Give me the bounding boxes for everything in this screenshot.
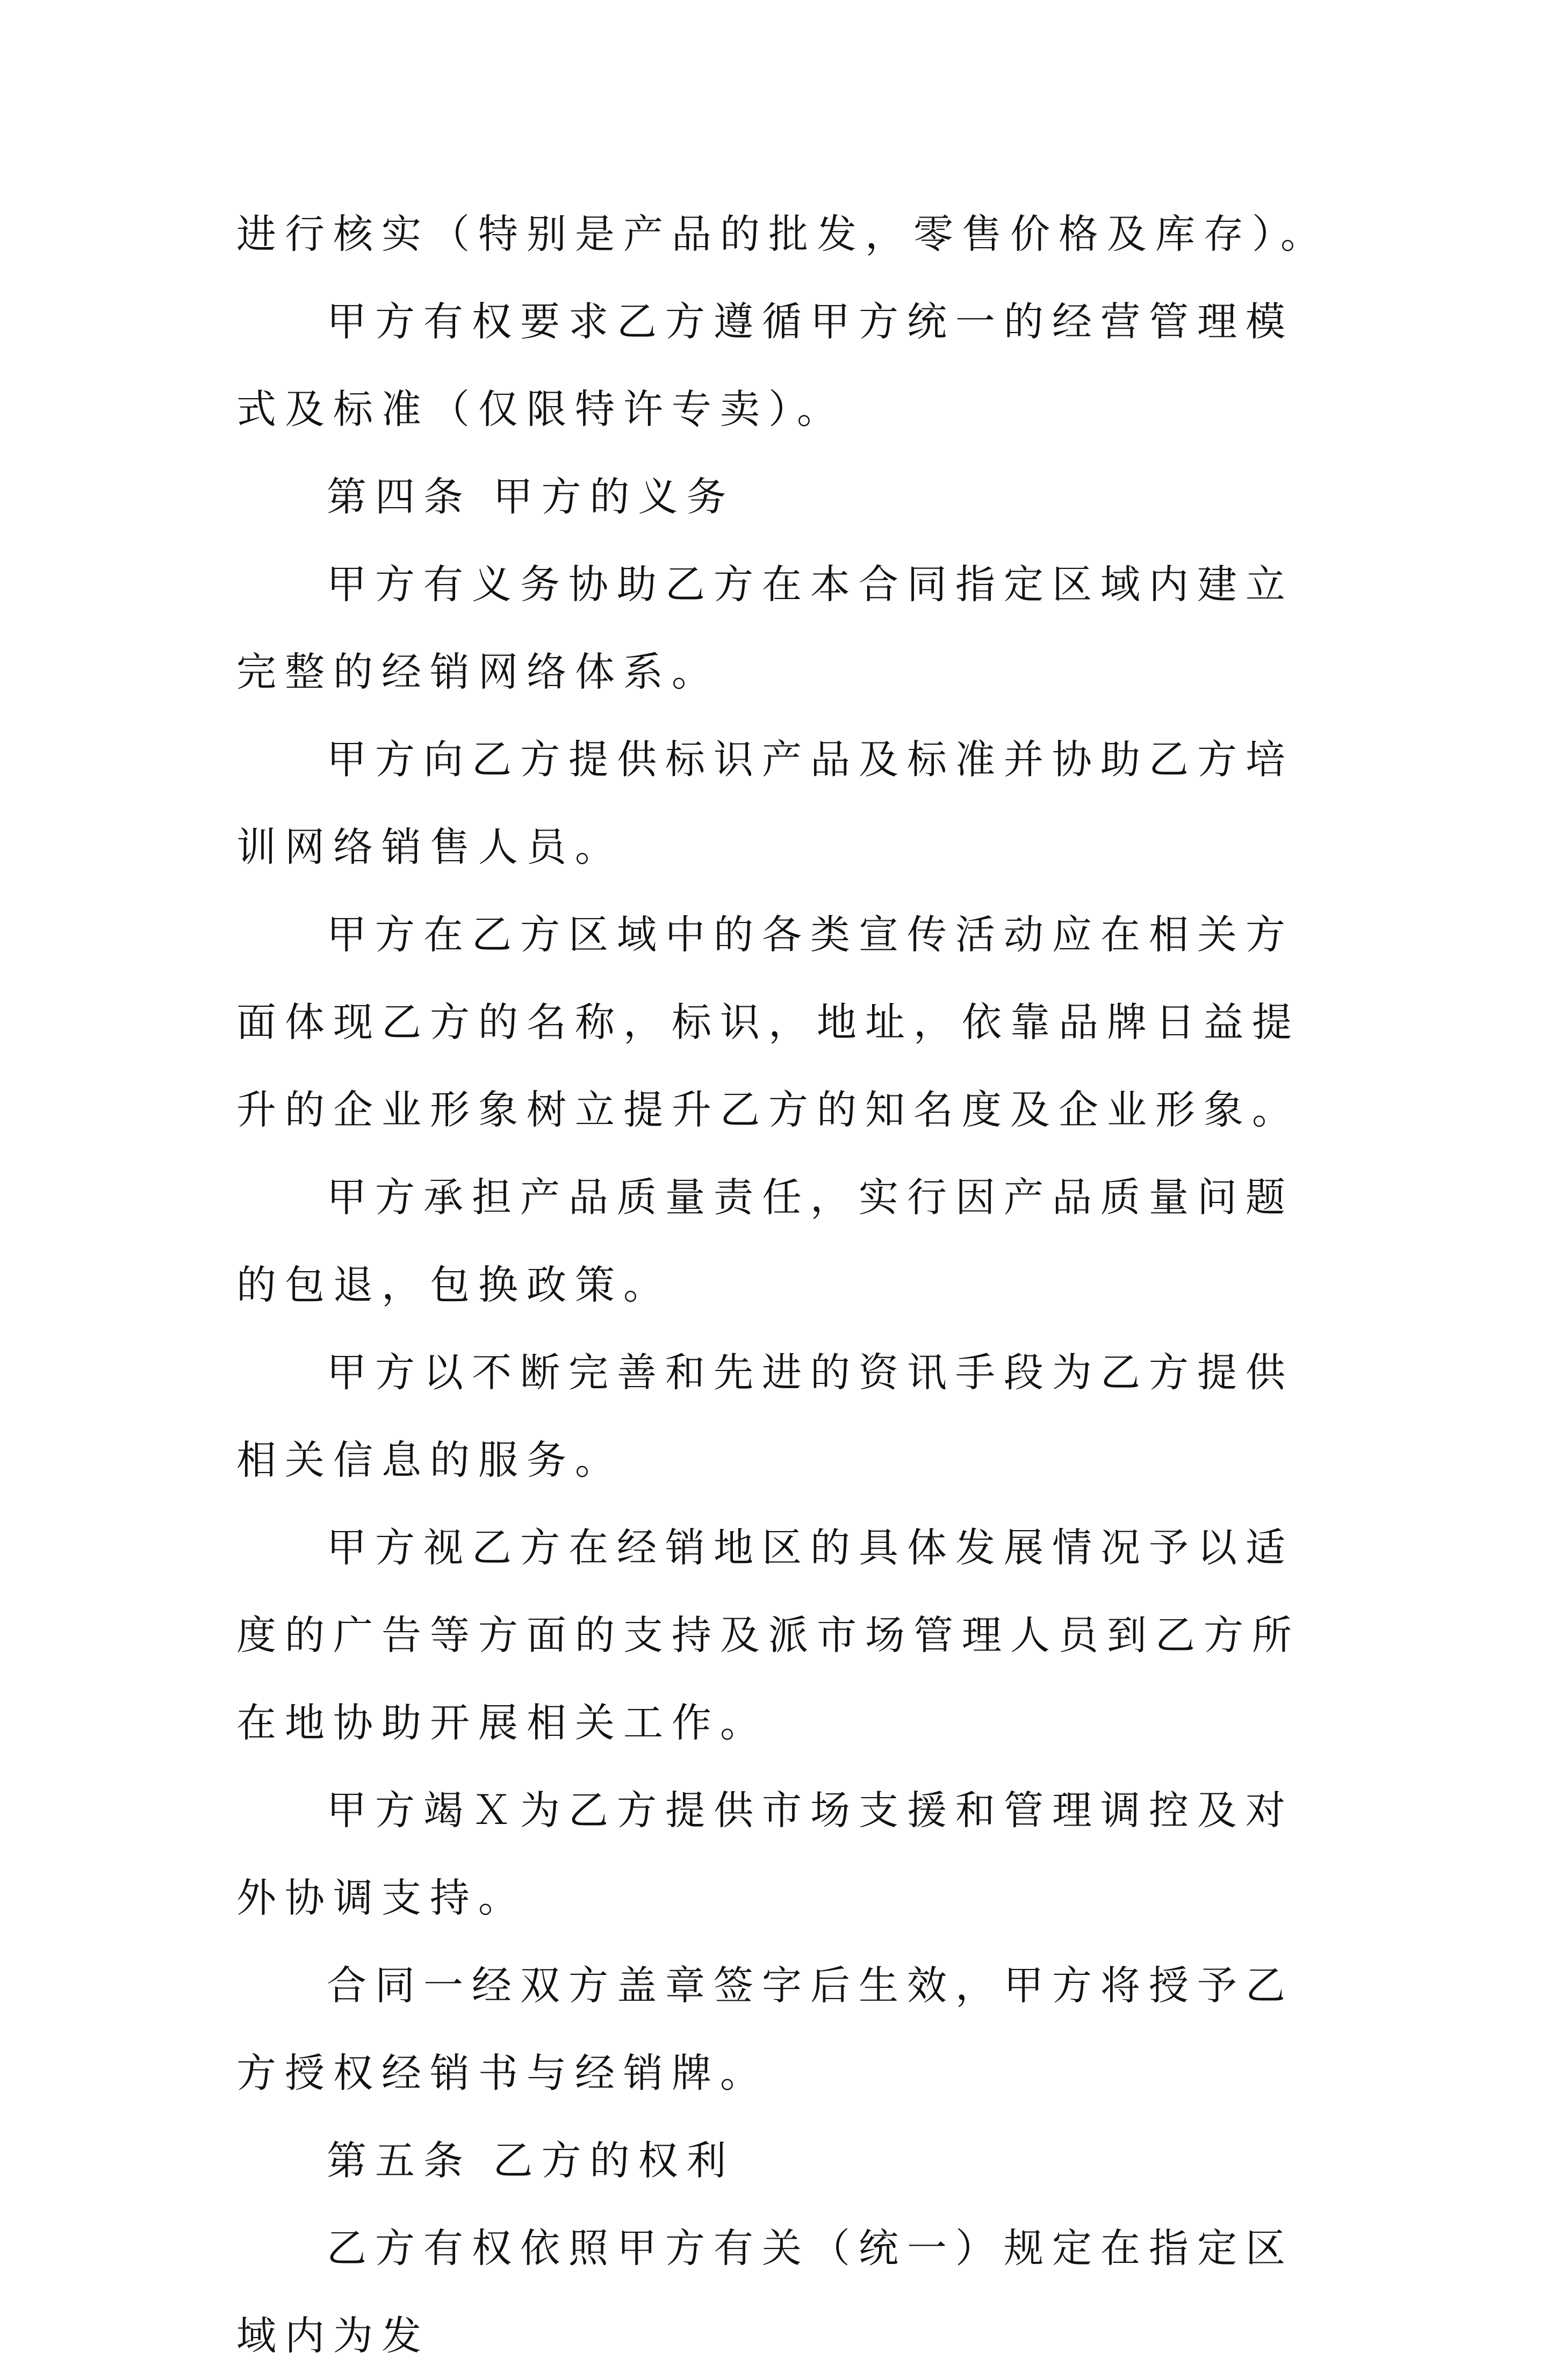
paragraph-continued: 进行核实（特别是产品的批发，零售价格及库存）。 <box>236 211 1329 257</box>
paragraph: 甲方向乙方提供标识产品及标准并协助乙方培训网络销售人员。 <box>236 737 1294 870</box>
paragraph: 甲方视乙方在经销地区的具体发展情况予以适度的广告等方面的支持及派市场管理人员到乙方所在地协助开展相关工作。 <box>236 1525 1300 1746</box>
paragraph: 甲方有义务协助乙方在本合同指定区域内建立完整的经销网络体系。 <box>236 561 1294 695</box>
paragraph: 甲方有权要求乙方遵循甲方统一的经营管理模式及标准（仅限特许专卖）。 <box>236 299 1294 432</box>
section-heading: 第四条 甲方的义务 <box>327 474 735 520</box>
paragraph: 乙方有权依照甲方有关（统一）规定在指定区域内为发 <box>236 2225 1294 2359</box>
paragraph: 甲方竭Ｘ为乙方提供市场支援和管理调控及对外协调支持。 <box>236 1787 1294 1921</box>
paragraph: 甲方在乙方区域中的各类宣传活动应在相关方面体现乙方的名称，标识，地址，依靠品牌日益提升的企业形象树立提升乙方的知名度及企业形象。 <box>236 912 1300 1133</box>
paragraph: 合同一经双方盖章签字后生效，甲方将授予乙方授权经销书与经销牌。 <box>236 1963 1294 2096</box>
document-body <box>236 191 1333 2380</box>
section-heading: 第五条 乙方的权利 <box>327 2138 735 2184</box>
paragraph: 甲方承担产品质量责任，实行因产品质量问题的包退，包换政策。 <box>236 1174 1294 1308</box>
paragraph: 甲方以不断完善和先进的资讯手段为乙方提供相关信息的服务。 <box>236 1350 1294 1483</box>
